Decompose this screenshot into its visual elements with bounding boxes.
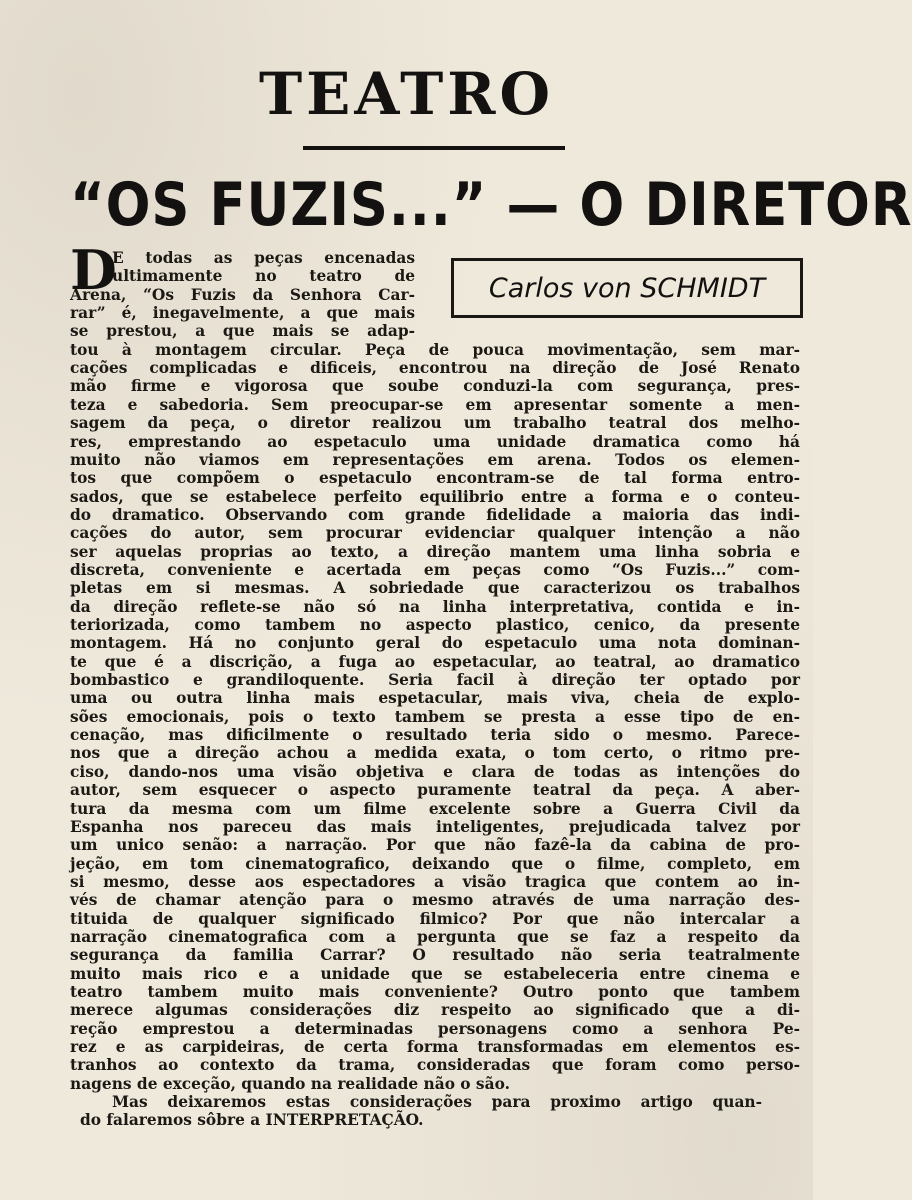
article-line: tou à montagem circular. Peça de pouca movimentação, sem mar- [70,340,800,359]
author-name: Carlos von SCHMIDT [488,272,766,304]
article-line: pletas em si mesmas. A sobriedade que caracterizou os trabalhos [70,579,800,598]
article-line: tura da mesma com um filme excelente sobre a Guerra Civil da [70,799,800,818]
article-line: discreta, conveniente e acertada em peças como “Os Fuzis...” com- [70,560,800,579]
article-line: cações do autor, sem procurar evidenciar qualquer intenção a não [70,524,800,543]
article-line: nagens de exceção, quando na realidade não o são. [70,1074,510,1093]
article-line: ser aquelas proprias ao texto, a direção mantem uma linha sobria e [70,542,800,561]
article-line: sagem da peça, o diretor realizou um trabalho teatral dos melho- [70,414,800,433]
article-line: da direção reflete-se não só na linha interpretativa, contida e in- [70,597,800,616]
article-line: te que é a discrição, a fuga ao espetacular, ao teatral, ao dramatico [70,652,800,671]
article-line: tituida de qualquer significado filmico? Por que não intercalar a [70,909,800,928]
article-line: teatro tambem muito mais conveniente? Outro ponto que tambem [70,983,800,1001]
article-line: bombastico e grandiloquente. Seria facil à direção ter optado por [70,671,800,690]
article-line: autor, sem esquecer o aspecto puramente teatral da peça. A aber- [70,781,800,800]
article-line: ciso, dando-nos uma visão objetiva e clara de todas as intenções do [70,762,800,781]
article-line: Espanha nos pareceu das mais inteligentes, prejudicada talvez por [70,817,800,836]
article-line: teriorizada, como tambem no aspecto plastico, cenico, da presente [70,616,800,634]
article-line: um unico senão: a narração. Por que não fazê-la da cabina de pro- [70,836,800,855]
drop-cap: D [70,238,117,302]
article-line: reção emprestou a determinadas personagens como a senhora Pe- [70,1019,800,1038]
article-line: uma ou outra linha mais espetacular, mais viva, cheia de explo- [70,689,800,708]
article-line: tranhos ao contexto da trama, consideradas que foram como perso- [70,1056,800,1075]
article-line: do dramatico. Observando com grande fidelidade a maioria das indi- [70,505,800,524]
article-line: vés de chamar atenção para o mesmo através de uma narração des- [70,891,800,910]
article-line: ultimamente no teatro de [112,267,415,286]
article-line: muito não viamos em representações em arena. Todos os elemen- [70,450,800,469]
article-line: E todas as peças encenadas [112,249,415,267]
article-line: sões emocionais, pois o texto tambem se presta a esse tipo de en- [70,707,800,726]
article-line: jeção, em tom cinematografico, deixando que o filme, completo, em [70,854,800,873]
article-line: cações complicadas e dificeis, encontrou na direção de José Renato [70,359,800,378]
article-line: se prestou, a que mais se adap- [70,322,415,341]
article-line: merece algumas considerações diz respeito ao significado que a di- [70,1001,800,1020]
article-line: cenação, mas dificilmente o resultado teria sido o mesmo. Parece- [70,726,800,745]
article-line: montagem. Há no conjunto geral do espetaculo uma nota dominan- [70,634,800,653]
byline-box [451,258,803,318]
article-line: nos que a direção achou a medida exata, o tom certo, o ritmo pre- [70,744,800,763]
title-rule [303,146,565,150]
section-title: TEATRO [258,60,555,128]
article-line: do falaremos sôbre a INTERPRETAÇÃO. [80,1111,424,1130]
article-line: sados, que se estabelece perfeito equilibrio entre a forma e o conteu- [70,487,800,506]
article-line: mão firme e vigorosa que soube conduzi-la com segurança, pres- [70,377,800,396]
article-line: segurança da familia Carrar? O resultado não seria teatralmente [70,946,800,965]
article-line: teza e sabedoria. Sem preocupar-se em apresentar somente a men- [70,395,800,414]
article-line: muito mais rico e a unidade que se estabeleceria entre cinema e [70,964,800,983]
article-line: Arena, “Os Fuzis da Senhora Car- [70,285,415,304]
article-line: si mesmo, desse aos espectadores a visão tragica que contem ao in- [70,872,800,891]
article-line: tos que compõem o espetaculo encontram-se de tal forma entro- [70,469,800,488]
article-line: rar” é, inegavelmente, a que mais [70,304,415,323]
article-line: Mas deixaremos estas considerações para proximo artigo quan- [112,1093,762,1112]
article-line: rez e as carpideiras, de certa forma transformadas em elementos es- [70,1038,800,1057]
article-line: res, emprestando ao espetaculo uma unidade dramatica como há [70,432,800,451]
article-line: narração cinematografica com a pergunta que se faz a respeito da [70,927,800,946]
article-headline: “OS FUZIS...” — O DIRETOR [70,170,912,240]
